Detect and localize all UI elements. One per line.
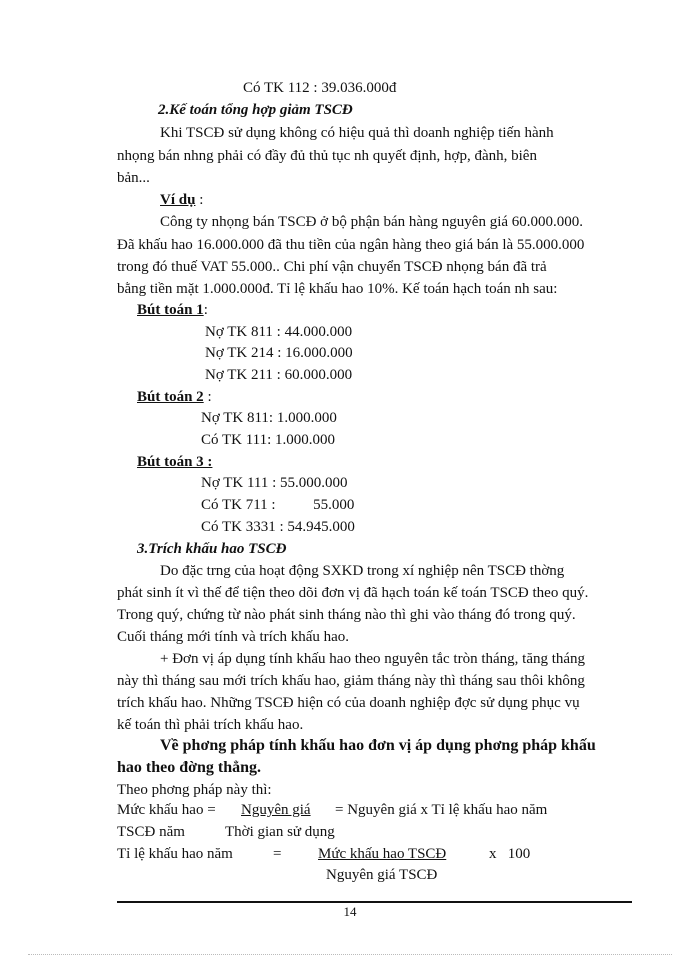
bold-statement: Về phơng pháp tính khấu hao đơn vị áp dụng phơng pháp khấu [160, 737, 596, 754]
example-label [160, 191, 203, 209]
journal-line: Nợ TK 111 : 55.000.000 [201, 475, 348, 491]
section-heading-3: 3.Trích khấu hao TSCĐ [137, 541, 287, 557]
journal-line: Nợ TK 811: 1.000.000 [201, 410, 337, 426]
paragraph-line: Công ty nhọng bán TSCĐ ở bộ phận bán hàng nguyên giá 60.000.000. [160, 214, 584, 230]
journal-line: Có TK 711 : 55.000 [201, 497, 355, 513]
entry-heading-2-colon: : [203, 389, 212, 405]
paragraph-line: Khi TSCĐ sử dụng không có hiệu quả thì doanh nghiệp tiến hành [160, 125, 554, 141]
bold-statement: hao theo đờng thẳng. [117, 759, 262, 776]
formula-numerator: Mức khấu hao TSCĐ [318, 846, 447, 862]
formula-label: Tỉ lệ khấu hao năm [117, 846, 233, 862]
entry-heading-1 [137, 301, 208, 319]
formula-label-cont: TSCĐ năm [117, 824, 185, 840]
journal-line: Nợ TK 214 : 16.000.000 [205, 345, 353, 361]
journal-line: Có TK 111: 1.000.000 [201, 432, 336, 448]
entry-heading-1-colon: : [203, 302, 208, 318]
paragraph-line: Đã khấu hao 16.000.000 đã thu tiền của ngân hàng theo giá bán là 55.000.000 [117, 237, 585, 253]
formula-denominator: Thời gian sử dụng [225, 824, 335, 840]
paragraph-line: nhọng bán nhng phải có đầy đủ thủ tục nh quyết định, hợp, đành, biên [117, 148, 537, 164]
paragraph-line: trích khấu hao. Những TSCĐ hiện có của doanh nghiệp đợc sử dụng phục vụ [117, 695, 580, 711]
paragraph-line: Cuối tháng mới tính và trích khấu hao. [117, 629, 350, 645]
formula-multiplier: x 100 [489, 846, 531, 862]
paragraph-line: này thì tháng sau mới trích khấu hao, giảm tháng này thì tháng sau thôi không [117, 673, 585, 689]
section-heading-2: 2.Kế toán tổng hợp giảm TSCĐ [158, 102, 353, 118]
journal-line: Nợ TK 211 : 60.000.000 [205, 367, 353, 383]
paragraph-line: Do đặc trng của hoạt động SXKD trong xí nghiệp nên TSCĐ thờng [160, 563, 565, 579]
example-label-text: Ví dụ [160, 192, 196, 208]
page-bottom-dotted-border [28, 954, 672, 955]
entry-heading-3: Bút toán 3 : [137, 454, 213, 470]
journal-line: Có TK 3331 : 54.945.000 [201, 519, 355, 535]
entry-heading-2 [137, 388, 212, 406]
formula-result: = Nguyên giá x Tỉ lệ khấu hao năm [335, 802, 548, 818]
paragraph-line: trong đó thuế VAT 55.000.. Chi phí vận chuyển TSCĐ nhọng bán đã trả [117, 259, 547, 275]
paragraph-line: Trong quý, chứng từ nào phát sinh tháng nào thì ghi vào tháng đó trong quý. [117, 607, 576, 623]
formula-equals: = [273, 846, 282, 862]
formula-numerator: Nguyên giá [241, 802, 311, 818]
example-label-colon: : [195, 192, 204, 208]
paragraph-line: Theo phơng pháp này thì: [117, 782, 272, 798]
paragraph-line: phát sinh ít vì thế để tiện theo dõi đơn vị đã hạch toán kế toán TSCĐ theo quý. [117, 585, 589, 601]
paragraph-line: kế toán thì phải trích khấu hao. [117, 717, 304, 733]
journal-line: Nợ TK 811 : 44.000.000 [205, 324, 353, 340]
page-number: 14 [343, 904, 357, 919]
paragraph-line: bản... [117, 170, 150, 186]
credit-entry-112: Có TK 112 : 39.036.000đ [243, 80, 397, 96]
entry-heading-2-text: Bút toán 2 [137, 389, 204, 405]
formula-denominator: Nguyên giá TSCĐ [326, 867, 438, 883]
paragraph-line: + Đơn vị áp dụng tính khấu hao theo nguyên tắc tròn tháng, tăng tháng [160, 651, 586, 667]
entry-heading-1-text: Bút toán 1 [137, 302, 204, 318]
paragraph-line: bằng tiền mặt 1.000.000đ. Tỉ lệ khấu hao 10%. Kế toán hạch toán nh sau: [117, 281, 558, 297]
formula-label: Mức khấu hao = [117, 802, 216, 818]
footer-rule [117, 901, 632, 903]
